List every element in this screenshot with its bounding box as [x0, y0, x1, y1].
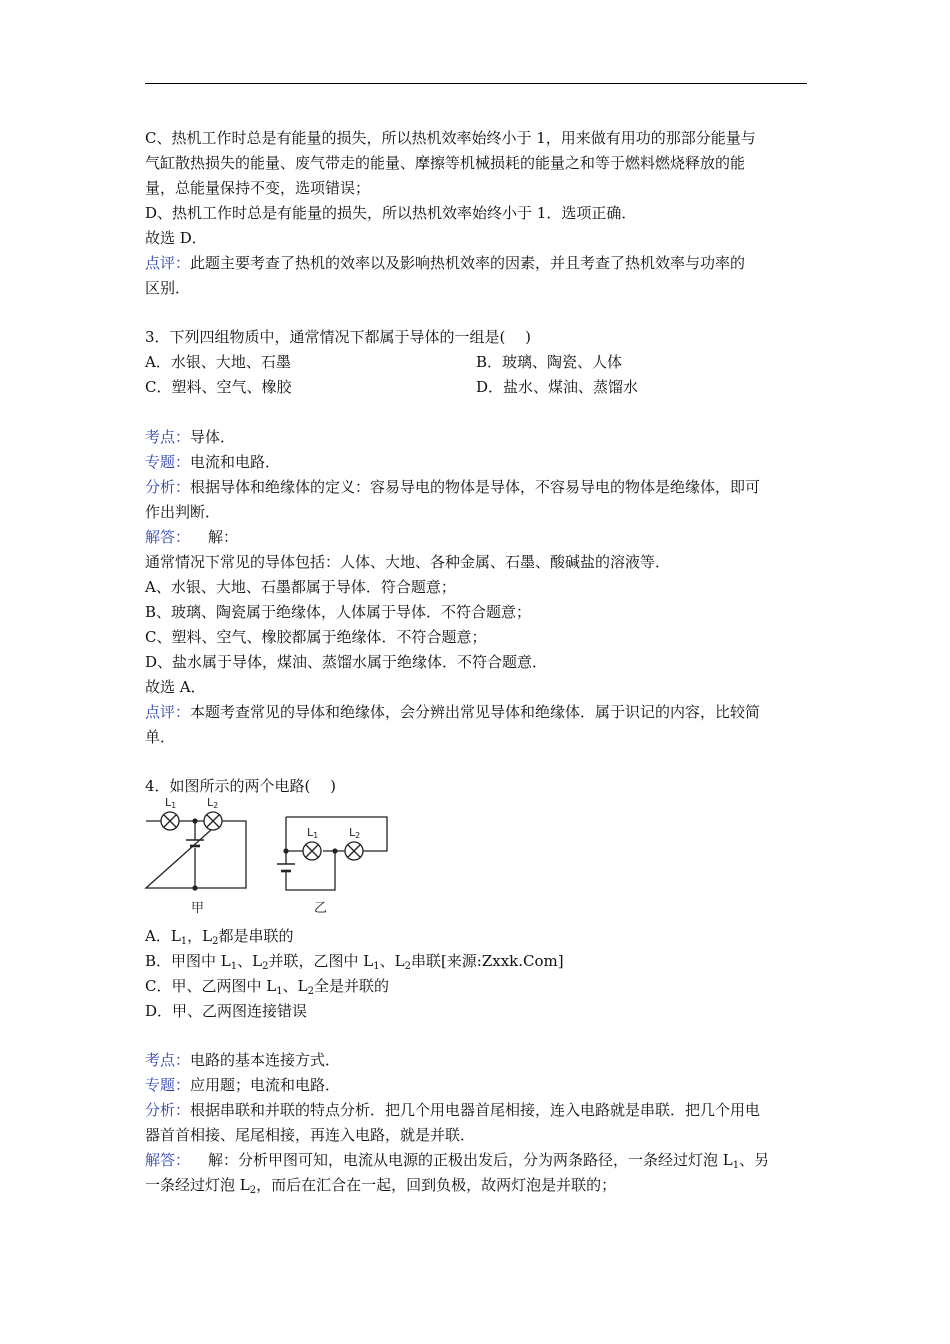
q3-fenxi-cont: 作出判断． [145, 503, 221, 521]
junction-dot [192, 885, 197, 890]
q3-kaodian: 考点：导体． [145, 428, 236, 446]
fig-caption-jia: 甲 [191, 901, 205, 916]
q3-jieda: 解答： 解： [145, 528, 239, 546]
q4-stem: 4．如图所示的两个电路( ) [145, 777, 337, 795]
text-line: 量，总能量保持不变，选项错误； [145, 179, 371, 197]
q3-answer-line: D、盐水属于导体，煤油、蒸馏水属于绝缘体．不符合题意． [145, 653, 548, 671]
q3-option-d: D．盐水、煤油、蒸馏水 [476, 378, 639, 396]
comment-line: 点评：此题主要考查了热机的效率以及影响热机效率的因素，并且考查了热机效率与功率的 [145, 254, 746, 272]
text-line: D、热机工作时总是有能量的损失，所以热机效率始终小于 1．选项正确． [145, 204, 637, 222]
q4-option-d: D．甲、乙两图连接错误 [145, 1002, 308, 1020]
q3-options-row2 [145, 377, 807, 397]
comment-label: 点评： [145, 254, 191, 272]
q3-option-b: B．玻璃、陶瓷、人体 [476, 353, 623, 371]
q4-jieda: 解答： 解：分析甲图可知，电流从电源的正极出发后，分为两条路径，一条经过灯泡 $L_1$、另 [145, 1151, 770, 1171]
q3-option-a: A．水银、大地、石墨 [145, 353, 291, 371]
circuit-yi-wires [286, 817, 387, 890]
q3-dianping: 点评：本题考查常见的导体和绝缘体，会分辨出常见导体和绝缘体．属于识记的内容，比较简 [145, 703, 761, 721]
q4-jieda-cont: 一条经过灯泡 $L_2$，而后在汇合在一起，回到负极，故两灯泡是并联的； [145, 1176, 617, 1196]
q3-stem: 3．下列四组物质中，通常情况下都属于导体的一组是( ) [145, 328, 532, 346]
text-line: 气缸散热损失的能量、废气带走的能量、摩擦等机械损耗的能量之和等于燃料燃烧释放的能 [145, 154, 746, 172]
junction-dot [332, 848, 337, 853]
q3-fenxi: 分析：根据导体和绝缘体的定义：容易导电的物体是导体，不容易导电的物体是绝缘体，即可 [145, 478, 761, 496]
junction-dot [192, 818, 197, 823]
q3-options-row1 [145, 352, 807, 372]
q3-answer-line: 通常情况下常见的导体包括：人体、大地、各种金属、石墨、酸碱盐的溶液等． [145, 553, 671, 571]
q4-zhuanti: 专题：应用题；电流和电路． [145, 1076, 341, 1094]
q3-zhuanti: 专题：电流和电路． [145, 453, 281, 471]
text-line: 故选 D． [145, 229, 207, 247]
q4-option-b: B．甲图中 $L_1$、$L_2$并联，乙图中 $L_1$、$L_2$串联[来源:Zxxk.Com] [145, 952, 564, 972]
circuit-jia-wires [146, 821, 246, 888]
text-line: C、热机工作时总是有能量的损失，所以热机效率始终小于 1，用来做有用功的那部分能量与 [145, 129, 756, 147]
header-rule [145, 83, 807, 84]
comment-line: 区别． [145, 279, 191, 297]
q3-option-c: C．塑料、空气、橡胶 [145, 378, 292, 396]
q3-answer-line: B、玻璃、陶瓷属于绝缘体，人体属于导体．不符合题意； [145, 603, 532, 621]
fig-label-l1-yi: L1 [307, 826, 319, 840]
fig-label-l2-yi: L2 [349, 826, 361, 840]
q4-kaodian: 考点：电路的基本连接方式． [145, 1051, 341, 1069]
fig-label-l2-jia: L2 [207, 796, 219, 810]
junction-dot [283, 848, 288, 853]
q4-fenxi-cont: 器首首相接、尾尾相接，再连入电路，就是并联． [145, 1126, 476, 1144]
fig-label-l1-jia: L1 [165, 796, 177, 810]
circuit-figure [140, 792, 400, 922]
q4-option-a: A．$L_1$，$L_2$都是串联的 [145, 927, 294, 947]
q3-answer-line: 故选 A． [145, 678, 206, 696]
q3-dianping-cont: 单． [145, 728, 176, 746]
q4-option-c: C．甲、乙两图中 $L_1$、$L_2$全是并联的 [145, 977, 389, 997]
q4-fenxi: 分析：根据串联和并联的特点分析．把几个用电器首尾相接，连入电路就是串联．把几个用电 [145, 1101, 761, 1119]
q3-answer-line: C、塑料、空气、橡胶都属于绝缘体．不符合题意； [145, 628, 487, 646]
q3-answer-line: A、水银、大地、石墨都属于导体．符合题意； [145, 578, 456, 596]
fig-caption-yi: 乙 [314, 901, 328, 916]
